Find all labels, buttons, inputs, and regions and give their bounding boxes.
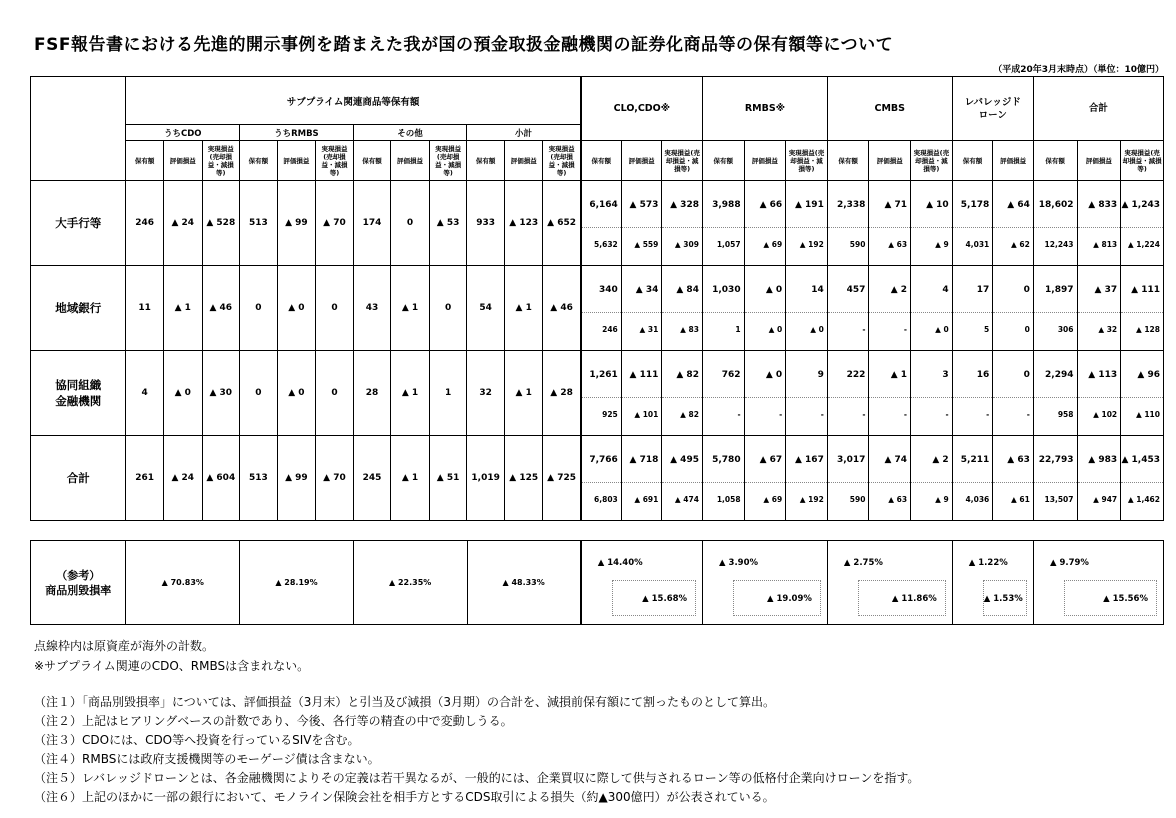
holdings-table xyxy=(30,76,1164,521)
table-cell: 1 xyxy=(429,351,467,436)
table-cell: ▲ 604 xyxy=(202,436,240,521)
total-value: ▲ 63 xyxy=(1007,455,1030,465)
dual-cell xyxy=(621,266,662,351)
dual-cell xyxy=(581,351,622,436)
dual-cell xyxy=(744,181,786,266)
total-value: ▲ 0 xyxy=(765,285,783,295)
dual-cell xyxy=(744,436,786,521)
overseas-value: ▲ 559 xyxy=(622,227,662,261)
dual-cell xyxy=(702,436,744,521)
total-value: ▲ 67 xyxy=(759,455,783,465)
dual-cell xyxy=(952,351,993,436)
total-value: 2,294 xyxy=(1045,370,1074,380)
overseas-value: ▲ 128 xyxy=(1121,312,1163,346)
column-header: 実現損益(売却損益・減損等) xyxy=(911,141,953,181)
total-value: ▲ 10 xyxy=(926,200,949,210)
dual-cell xyxy=(662,436,703,521)
overseas-value: ▲ 947 xyxy=(1078,482,1121,516)
column-header: 実現損益(売却損益・減損等) xyxy=(429,141,467,181)
total-value: 3 xyxy=(942,370,949,380)
total-value: 16 xyxy=(976,370,990,380)
total-value: 1,030 xyxy=(712,285,741,295)
column-header: 評価損益 xyxy=(869,141,911,181)
overseas-value: 4,031 xyxy=(953,227,993,261)
total-value: 2,338 xyxy=(836,200,866,210)
reference-value: ▲ 48.33% xyxy=(467,541,581,625)
table-row xyxy=(31,181,1164,266)
overseas-value: ▲ 0 xyxy=(911,312,952,346)
dual-cell xyxy=(744,266,786,351)
table-cell: 54 xyxy=(467,266,505,351)
overseas-value: - xyxy=(993,397,1033,431)
table-cell: 174 xyxy=(353,181,391,266)
overseas-value: ▲ 0 xyxy=(786,312,827,346)
reference-dual-cell xyxy=(952,541,1033,625)
table-cell: ▲ 1 xyxy=(391,266,430,351)
total-value: 5,780 xyxy=(712,455,741,465)
total-value: 14 xyxy=(811,285,824,295)
reference-total: ▲ 9.79% xyxy=(1049,558,1089,568)
column-header: 保有額 xyxy=(353,141,391,181)
column-header: 実現損益(売却損益・減損等) xyxy=(316,141,354,181)
table-cell: ▲ 24 xyxy=(163,181,202,266)
legend-line: ※サブプライム関連のCDO、RMBSは含まれない。 xyxy=(34,659,310,673)
dual-cell xyxy=(1077,181,1121,266)
overseas-value: ▲ 0 xyxy=(745,312,786,346)
column-header: 保有額 xyxy=(952,141,993,181)
row-label: 協同組織 金融機関 xyxy=(31,351,126,436)
table-cell: ▲ 70 xyxy=(316,436,354,521)
dual-cell xyxy=(621,181,662,266)
column-header: 保有額 xyxy=(827,141,869,181)
dual-cell xyxy=(993,266,1034,351)
overseas-value: ▲ 83 xyxy=(662,312,702,346)
total-value: 7,766 xyxy=(589,455,618,465)
overseas-value: - xyxy=(869,312,910,346)
dual-cell xyxy=(1121,351,1164,436)
note-line: （注３）CDOには、CDO等へ投資を行っているSIVを含む。 xyxy=(34,733,360,747)
total-value: ▲ 37 xyxy=(1094,285,1118,295)
dual-cell xyxy=(911,181,953,266)
total-value: 340 xyxy=(598,285,618,295)
note-line: （注６）上記のほかに一部の銀行において、モノライン保険会社を相手方とするCDS取引による損失（約▲300億円）が公表されている。 xyxy=(34,790,775,804)
overseas-value: 590 xyxy=(828,227,869,261)
reference-overseas: ▲ 1.53% xyxy=(983,580,1027,616)
overseas-value: 1,057 xyxy=(703,227,744,261)
total-value: ▲ 74 xyxy=(884,455,908,465)
dual-cell xyxy=(911,436,953,521)
table-cell: ▲ 24 xyxy=(163,436,202,521)
reference-value: ▲ 22.35% xyxy=(353,541,467,625)
total-value: 9 xyxy=(817,370,824,380)
table-cell: 0 xyxy=(391,181,430,266)
total-value: ▲ 2 xyxy=(932,455,949,465)
table-cell: ▲ 1 xyxy=(391,351,430,436)
header-corner xyxy=(31,77,126,181)
dual-cell xyxy=(744,351,786,436)
dual-cell xyxy=(911,351,953,436)
total-value: ▲ 113 xyxy=(1088,370,1118,380)
overseas-value: 6,803 xyxy=(582,482,621,516)
dual-cell xyxy=(952,181,993,266)
overseas-value: 925 xyxy=(582,397,621,431)
reference-value: ▲ 70.83% xyxy=(126,541,240,625)
table-cell: 513 xyxy=(240,436,278,521)
overseas-value: 0 xyxy=(993,312,1033,346)
dual-cell xyxy=(1077,436,1121,521)
overseas-value: ▲ 69 xyxy=(745,227,786,261)
column-header: 実現損益(売却損益・減損等) xyxy=(202,141,240,181)
overseas-value: ▲ 61 xyxy=(993,482,1033,516)
reference-value: ▲ 28.19% xyxy=(240,541,354,625)
legend-line: 点線枠内は原資産が海外の計数。 xyxy=(34,639,215,653)
table-cell: 933 xyxy=(467,181,505,266)
dual-cell xyxy=(827,266,869,351)
dual-cell xyxy=(621,351,662,436)
column-header: 実現損益(売却損益・減損等) xyxy=(786,141,828,181)
table-row xyxy=(31,266,1164,351)
overseas-value: - xyxy=(953,397,993,431)
total-value: ▲ 0 xyxy=(765,370,783,380)
total-value: ▲ 111 xyxy=(1131,285,1160,295)
total-value: 1,261 xyxy=(589,370,618,380)
reference-table xyxy=(30,540,1164,625)
total-value: 3,988 xyxy=(712,200,741,210)
reference-label: （参考） 商品別毀損率 xyxy=(31,541,126,625)
table-cell: ▲ 1 xyxy=(163,266,202,351)
table-cell: 1,019 xyxy=(467,436,505,521)
row-label: 地域銀行 xyxy=(31,266,126,351)
overseas-value: ▲ 69 xyxy=(745,482,786,516)
total-value: ▲ 191 xyxy=(794,200,824,210)
overseas-value: 13,507 xyxy=(1034,482,1077,516)
total-value: ▲ 2 xyxy=(890,285,908,295)
dual-cell xyxy=(581,436,622,521)
column-header: 評価損益 xyxy=(993,141,1034,181)
table-cell: ▲ 53 xyxy=(429,181,467,266)
overseas-value: 958 xyxy=(1034,397,1077,431)
column-header: 保有額 xyxy=(1033,141,1077,181)
total-value: ▲ 71 xyxy=(884,200,908,210)
overseas-value: - xyxy=(869,397,910,431)
dual-cell xyxy=(786,181,828,266)
dual-cell xyxy=(911,266,953,351)
dual-cell xyxy=(827,181,869,266)
overseas-value: ▲ 63 xyxy=(869,482,910,516)
total-value: 5,178 xyxy=(960,200,990,210)
total-value: 457 xyxy=(846,285,866,295)
overseas-value: 5 xyxy=(953,312,993,346)
table-row xyxy=(31,436,1164,521)
dual-cell xyxy=(662,181,703,266)
dual-cell xyxy=(827,351,869,436)
overseas-value: - xyxy=(703,397,744,431)
total-value: ▲ 34 xyxy=(635,285,659,295)
dual-cell xyxy=(702,181,744,266)
dual-cell xyxy=(662,266,703,351)
table-cell: 32 xyxy=(467,351,505,436)
dual-cell xyxy=(1033,436,1077,521)
overseas-value: ▲ 309 xyxy=(662,227,702,261)
note-line: （注２）上記はヒアリングベースの計数であり、今後、各行等の精査の中で変動しうる。 xyxy=(34,714,513,728)
table-cell: ▲ 1 xyxy=(391,436,430,521)
overseas-value: ▲ 31 xyxy=(622,312,662,346)
overseas-value: ▲ 62 xyxy=(993,227,1033,261)
note-line: （注５）レバレッジドローンとは、各金融機関によりその定義は若干異なるが、一般的には、企業買収に際して供与されるローン等の低格付企業向けローンを指す。 xyxy=(34,771,920,785)
overseas-value: - xyxy=(745,397,786,431)
reference-overseas: ▲ 15.56% xyxy=(1064,580,1157,616)
overseas-value: 306 xyxy=(1034,312,1077,346)
table-cell: ▲ 51 xyxy=(429,436,467,521)
table-cell: 261 xyxy=(126,436,164,521)
note-line: （注１）「商品別毀損率」については、評価損益（3月末）と引当及び減損（3月期）の合計を、減損前保有額にて割ったものとして算出。 xyxy=(34,695,776,709)
table-cell: ▲ 0 xyxy=(163,351,202,436)
overseas-value: - xyxy=(828,312,869,346)
dual-cell xyxy=(1121,181,1164,266)
overseas-value: ▲ 63 xyxy=(869,227,910,261)
column-header: 評価損益 xyxy=(744,141,786,181)
column-header: 実現損益(売却損益・減損等) xyxy=(543,141,581,181)
dual-cell xyxy=(581,266,622,351)
total-value: ▲ 495 xyxy=(670,455,699,465)
table-cell: ▲ 46 xyxy=(202,266,240,351)
column-header: 実現損益(売却損益・減損等) xyxy=(1121,141,1164,181)
dual-cell xyxy=(993,351,1034,436)
overseas-value: - xyxy=(911,397,952,431)
total-value: 222 xyxy=(846,370,866,380)
dual-cell xyxy=(662,351,703,436)
header-row-1 xyxy=(31,77,1164,125)
table-cell: ▲ 99 xyxy=(277,436,316,521)
dual-cell xyxy=(702,266,744,351)
table-cell: 246 xyxy=(126,181,164,266)
group-clo-cdo-header: CLO,CDO※ xyxy=(581,77,703,141)
overseas-value: 590 xyxy=(828,482,869,516)
overseas-value: ▲ 32 xyxy=(1078,312,1121,346)
dual-cell xyxy=(1121,266,1164,351)
overseas-value: ▲ 813 xyxy=(1078,227,1121,261)
total-value: 17 xyxy=(976,285,990,295)
overseas-value: ▲ 691 xyxy=(622,482,662,516)
overseas-value: 246 xyxy=(582,312,621,346)
column-header: 保有額 xyxy=(581,141,622,181)
column-header: 評価損益 xyxy=(163,141,202,181)
total-value: ▲ 983 xyxy=(1088,455,1118,465)
sub-rmbs-header: うちRMBS xyxy=(240,125,354,141)
column-header: 保有額 xyxy=(702,141,744,181)
sub-cdo-header: うちCDO xyxy=(126,125,240,141)
reference-total: ▲ 14.40% xyxy=(597,558,643,568)
page-title: FSF報告書における先進的開示事例を踏まえた我が国の預金取扱金融機関の証券化商品等の保有額等について xyxy=(34,35,894,55)
overseas-value: ▲ 9 xyxy=(911,227,952,261)
table-cell: ▲ 725 xyxy=(543,436,581,521)
overseas-value: ▲ 1,462 xyxy=(1121,482,1163,516)
total-value: ▲ 1,243 xyxy=(1121,200,1160,210)
table-cell: ▲ 70 xyxy=(316,181,354,266)
total-value: ▲ 66 xyxy=(759,200,783,210)
row-label: 大手行等 xyxy=(31,181,126,266)
dual-cell xyxy=(786,351,828,436)
dual-cell xyxy=(827,436,869,521)
column-header: 評価損益 xyxy=(391,141,430,181)
table-cell: ▲ 28 xyxy=(543,351,581,436)
overseas-value: ▲ 102 xyxy=(1078,397,1121,431)
dual-cell xyxy=(869,436,911,521)
header-row-3 xyxy=(31,141,1164,181)
total-value: 762 xyxy=(721,370,741,380)
note-line: （注４）RMBSには政府支援機関等のモーゲージ債は含まない。 xyxy=(34,752,380,766)
column-header: 実現損益(売却損益・減損等) xyxy=(662,141,703,181)
group-rmbs-header: RMBS※ xyxy=(702,77,827,141)
total-value: 4 xyxy=(942,285,949,295)
table-cell: 11 xyxy=(126,266,164,351)
group-leveraged-loan-header: レバレッジド ローン xyxy=(952,77,1033,141)
column-header: 評価損益 xyxy=(1077,141,1121,181)
overseas-value: ▲ 192 xyxy=(786,227,827,261)
sub-subtotal-header: 小計 xyxy=(467,125,581,141)
overseas-value: ▲ 101 xyxy=(622,397,662,431)
dual-cell xyxy=(869,266,911,351)
table-cell: 245 xyxy=(353,436,391,521)
table-cell: ▲ 652 xyxy=(543,181,581,266)
overseas-value: ▲ 192 xyxy=(786,482,827,516)
overseas-value: ▲ 474 xyxy=(662,482,702,516)
dual-cell xyxy=(952,266,993,351)
dual-cell xyxy=(869,351,911,436)
table-cell: ▲ 528 xyxy=(202,181,240,266)
dual-cell xyxy=(581,181,622,266)
dual-cell xyxy=(1033,351,1077,436)
total-value: 0 xyxy=(1023,370,1030,380)
total-value: ▲ 84 xyxy=(676,285,699,295)
table-row xyxy=(31,351,1164,436)
table-cell: 0 xyxy=(316,351,354,436)
dual-cell xyxy=(952,436,993,521)
overseas-value: - xyxy=(786,397,827,431)
dual-cell xyxy=(1121,436,1164,521)
reference-dual-cell xyxy=(703,541,828,625)
reference-dual-cell xyxy=(1033,541,1163,625)
dual-cell xyxy=(1033,181,1077,266)
total-value: ▲ 64 xyxy=(1007,200,1030,210)
table-cell: 4 xyxy=(126,351,164,436)
unit-note: （平成20年3月末時点）（単位：10億円） xyxy=(993,65,1164,75)
dual-cell xyxy=(993,436,1034,521)
column-header: 保有額 xyxy=(240,141,278,181)
reference-overseas: ▲ 19.09% xyxy=(733,580,821,616)
table-cell: 513 xyxy=(240,181,278,266)
table-cell: 0 xyxy=(240,351,278,436)
total-value: ▲ 111 xyxy=(629,370,659,380)
total-value: ▲ 1 xyxy=(890,370,908,380)
table-cell: ▲ 0 xyxy=(277,266,316,351)
dual-cell xyxy=(621,436,662,521)
column-header: 評価損益 xyxy=(504,141,543,181)
reference-overseas: ▲ 15.68% xyxy=(612,580,696,616)
total-value: 0 xyxy=(1023,285,1030,295)
overseas-value: 1 xyxy=(703,312,744,346)
table-cell: ▲ 1 xyxy=(504,266,543,351)
column-header: 保有額 xyxy=(467,141,505,181)
total-value: ▲ 82 xyxy=(676,370,699,380)
reference-row xyxy=(31,541,1164,625)
table-cell: ▲ 30 xyxy=(202,351,240,436)
table-cell: 0 xyxy=(316,266,354,351)
dual-cell xyxy=(869,181,911,266)
reference-dual-cell xyxy=(827,541,952,625)
total-value: 3,017 xyxy=(836,455,866,465)
overseas-value: 12,243 xyxy=(1034,227,1077,261)
overseas-value: 1,058 xyxy=(703,482,744,516)
row-label: 合計 xyxy=(31,436,126,521)
total-value: ▲ 328 xyxy=(670,200,699,210)
reference-total: ▲ 3.90% xyxy=(719,558,759,568)
overseas-value: 5,632 xyxy=(582,227,621,261)
table-cell: ▲ 99 xyxy=(277,181,316,266)
table-cell: ▲ 0 xyxy=(277,351,316,436)
table-cell: 28 xyxy=(353,351,391,436)
total-value: ▲ 573 xyxy=(629,200,659,210)
overseas-value: ▲ 1,224 xyxy=(1121,227,1163,261)
total-value: 6,164 xyxy=(589,200,618,210)
total-value: 22,793 xyxy=(1038,455,1074,465)
overseas-value: 4,036 xyxy=(953,482,993,516)
total-value: ▲ 718 xyxy=(629,455,659,465)
group-cmbs-header: CMBS xyxy=(827,77,952,141)
total-value: ▲ 1,453 xyxy=(1121,455,1160,465)
dual-cell xyxy=(1077,351,1121,436)
reference-total: ▲ 1.22% xyxy=(968,558,1008,568)
notes-block xyxy=(34,694,1164,808)
total-value: ▲ 96 xyxy=(1137,370,1160,380)
total-value: 5,211 xyxy=(960,455,990,465)
group-total-header: 合計 xyxy=(1033,77,1163,141)
overseas-value: ▲ 110 xyxy=(1121,397,1163,431)
dual-cell xyxy=(993,181,1034,266)
table-cell: 0 xyxy=(240,266,278,351)
legend-block xyxy=(34,638,1164,674)
table-cell: ▲ 46 xyxy=(543,266,581,351)
sub-other-header: その他 xyxy=(353,125,467,141)
overseas-value: - xyxy=(828,397,869,431)
overseas-value: ▲ 9 xyxy=(911,482,952,516)
dual-cell xyxy=(786,266,828,351)
column-header: 評価損益 xyxy=(277,141,316,181)
reference-overseas: ▲ 11.86% xyxy=(858,580,946,616)
total-value: 18,602 xyxy=(1038,200,1074,210)
total-value: 1,897 xyxy=(1045,285,1074,295)
table-cell: 43 xyxy=(353,266,391,351)
total-value: ▲ 833 xyxy=(1088,200,1118,210)
total-value: ▲ 167 xyxy=(794,455,824,465)
reference-total: ▲ 2.75% xyxy=(843,558,883,568)
column-header: 保有額 xyxy=(126,141,164,181)
table-cell: 0 xyxy=(429,266,467,351)
table-cell: ▲ 125 xyxy=(504,436,543,521)
overseas-value: ▲ 82 xyxy=(662,397,702,431)
table-cell: ▲ 123 xyxy=(504,181,543,266)
table-cell: ▲ 1 xyxy=(504,351,543,436)
reference-dual-cell xyxy=(581,541,703,625)
dual-cell xyxy=(1077,266,1121,351)
header-subprime: サブプライム関連商品等保有額 xyxy=(126,77,581,125)
dual-cell xyxy=(702,351,744,436)
column-header: 評価損益 xyxy=(621,141,662,181)
dual-cell xyxy=(1033,266,1077,351)
dual-cell xyxy=(786,436,828,521)
